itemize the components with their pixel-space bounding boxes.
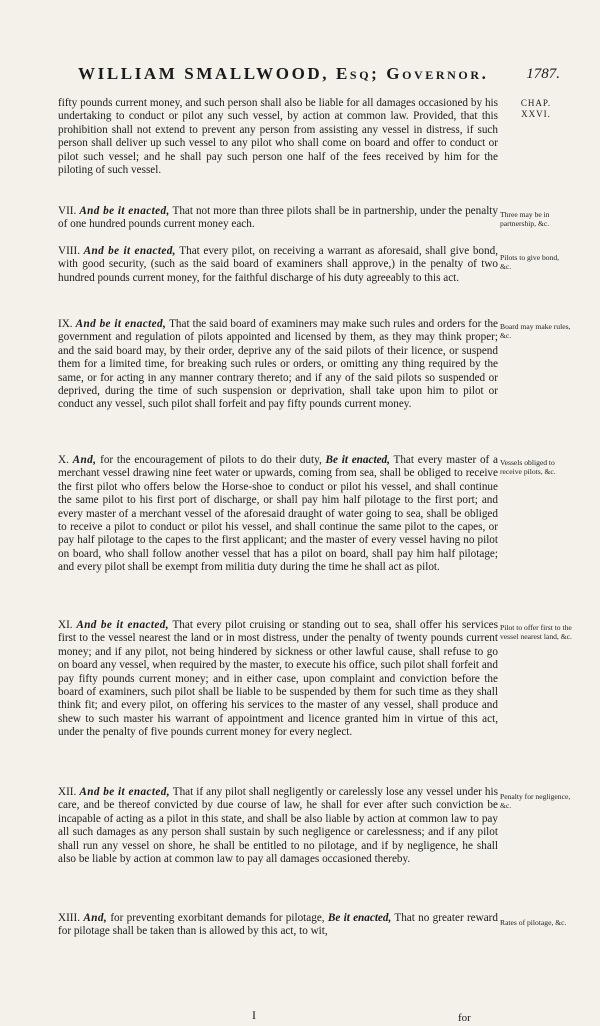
signature-mark: I [252, 1008, 256, 1022]
enacting-phrase: Be it enacted, [325, 454, 390, 466]
margin-note-10: Vessels obliged to receive pilots, &c. [500, 458, 556, 477]
running-header [60, 62, 560, 88]
section-number: XII. [58, 786, 77, 798]
section-10 [58, 454, 498, 575]
section-number: XIII. [58, 912, 81, 924]
section-text: That every pilot cruising or standing out to sea, shall offer his services first to the vessel nearest the land or in most distress, under the penalty of twenty pounds current money; and if any pilot, not being hindered by sickness or other lawful cause, shall refuse to go on board any vessel, when required by the master, to execute his office, such pilot shall forfeit and pay fifty pounds current money; and in either case, upon complaint and conviction before the board of examiners, such pilot shall be liable to be suspended by them for such time as they shall think fit; and every pilot, on offering his services to the master of any vessel, shall produce and shew to such master his warrant of appointment and licence granted him in virtue of this act, under the penalty of five pounds current money for every neglect. [58, 619, 498, 739]
section-8 [58, 245, 498, 285]
page-number: 1787. [526, 66, 560, 82]
section-text-b: That no greater reward for pilotage shall be taken than is allowed by this act, to wit, [58, 912, 499, 938]
enacting-clause: And be it enacted, [79, 205, 170, 217]
section-12 [58, 786, 498, 866]
page-title: WILLIAM SMALLWOOD, Esq; Governor. [78, 64, 489, 83]
section-number: IX. [58, 318, 73, 330]
catchword: for [458, 1012, 471, 1024]
enacting-clause: And, [83, 912, 108, 924]
enacting-clause: And be it enacted, [79, 786, 170, 798]
section-text-b: That every master of a merchant vessel drawing nine feet water or upwards, coming from sea, shall be obliged to receive the first pilot who offers below the Horse-shoe to conduct or pilot his vessel, and shall continue the same pilot to his first port of discharge, or shall pay him half pilotage to the first port; and every master of a merchant vessel of the aforesaid draught of water going to sea, shall be obliged to receive a pilot to conduct or pilot his vessel, and shall continue the same pilot to the capes, or pay half pilotage to the capes to the first applicant; and the master of every vessel having no pilot on board, who shall follow another vessel that has a pilot on board, shall pay him half pilotage; and every pilot shall be exempt from militia duty during the time he shall act as pilot. [58, 454, 498, 574]
section-13 [58, 912, 498, 939]
enacting-phrase: Be it enacted, [327, 912, 392, 924]
section-number: XI. [58, 619, 73, 631]
section-text-a: for preventing exorbitant demands for pilotage, [110, 912, 325, 924]
intro-paragraph [58, 97, 498, 177]
section-text: That not more than three pilots shall be in partnership, under the penalty of one hundred pounds current money each. [58, 205, 499, 231]
section-number: VIII. [58, 245, 81, 257]
enacting-clause: And, [72, 454, 97, 466]
enacting-clause: And be it enacted, [83, 245, 176, 257]
chap-number: XXVI. [521, 109, 551, 119]
section-number: X. [58, 454, 69, 466]
section-text: That if any pilot shall negligently or carelessly lose any vessel under his care, and be thereof convicted by due course of law, he shall for ever after such conviction be incapable of acting as a pilot in this state, and shall be also liable by action at common law to pay all such damages as any person shall sustain by such negligence or carelessness; and if any pilot shall run any vessel on shore, he shall be entitled to no pilotage, and if by negligence, he shall also be liable by action at common law to pay all damages occasioned thereby. [58, 786, 498, 866]
section-number: VII. [58, 205, 77, 217]
section-text: That the said board of examiners may make such rules and orders for the government and regulation of pilots appointed and licensed by them, as they may think proper; and the said board may, by their order, deprive any of the said pilots of their licence, or suspend them for a limited time, for breaking such rules or orders, or omitting any thing required by the same, or for acting in any manner contrary thereto; and if any of the said pilots so suspended or deprived, during the time of such suspension or deprivation, shall take upon him to pilot or conduct any vessel, such pilot shall forfeit and pay fifty pounds current money. [58, 318, 499, 411]
section-text-a: for the encouragement of pilots to do their duty, [100, 454, 322, 466]
margin-note-12: Penalty for negligence, &c. [500, 792, 571, 811]
margin-note-8: Pilots to give bond, &c. [500, 253, 560, 272]
chapter-label [506, 98, 566, 120]
section-7 [58, 205, 498, 232]
section-text: That every pilot, on receiving a warrant as aforesaid, shall give bond, with good security, (such as the said board of examiners shall approve,) in the penalty of two hundred pounds current money, for the faithful discharge of his duty agreeably to this act. [58, 245, 498, 284]
margin-note-9: Board may make rules, &c. [500, 322, 571, 341]
enacting-clause: And be it enacted, [75, 318, 167, 330]
chap-word: CHAP. [520, 98, 552, 108]
section-11 [58, 619, 498, 740]
margin-note-11: Pilot to offer first to the vessel nearest land, &c. [500, 623, 572, 642]
margin-note-7: Three may be in partnership, &c. [500, 210, 550, 229]
intro-text: fifty pounds current money, and such person shall also be liable for all damages occasioned by his undertaking to conduct or pilot any such vessel, by action at common law. Provided, that this prohibition shall not extend to prevent any person from assisting any vessel in distress, if such person shall deliver up such vessel to any pilot who shall come on board and offer to conduct or pilot such vessel; and he shall pay such person one half of the fees received by him for the piloting of such vessel. [58, 97, 498, 177]
section-9 [58, 318, 498, 412]
enacting-clause: And be it enacted, [76, 619, 169, 631]
margin-note-13: Rates of pilotage, &c. [500, 918, 567, 927]
